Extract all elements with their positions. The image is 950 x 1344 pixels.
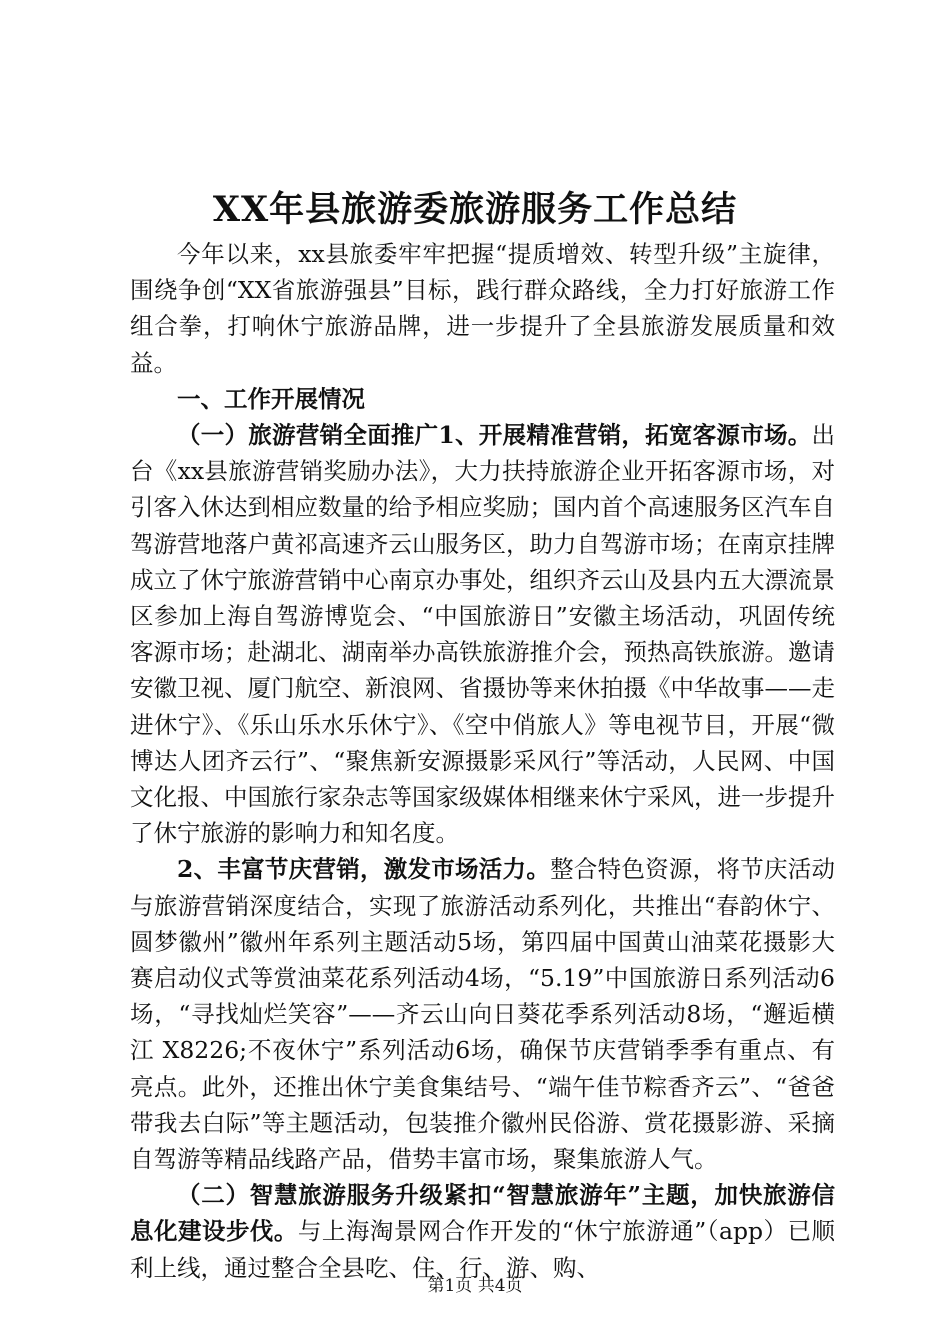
paragraph-smart-tourism	[130, 1177, 835, 1286]
document-title: XX年县旅游委旅游服务工作总结	[212, 189, 738, 230]
paragraph-marketing	[130, 417, 835, 851]
paragraph-marketing-text: 出台《xx县旅游营销奖励办法》，大力扶持旅游企业开拓客源市场，对引客入休达到相应数量的给予相应奖励；国内首个高速服务区汽车自驾游营地落户黄祁高速齐云山服务区，助力自驾游市场；在南京挂牌成立了休宁旅游营销中心南京办事处，组织齐云山及县内五大漂流景区参加上海自驾游博览会、“中国旅游日”安徽主场活动，巩固传统客源市场；赴湖北、湖南举办高铁旅游推介会，预热高铁旅游。邀请安徽卫视、厦门航空、新浪网、省摄协等来休拍摄《中华故事——走进休宁》、《乐山乐水乐休宁》、《空中俏旅人》等电视节目，开展“微博达人团齐云行”、“聚焦新安源摄影采风行”等活动，人民网、中国文化报、中国旅行家杂志等国家级媒体相继来休宁采风，进一步提升了休宁旅游的影响力和知名度。	[130, 421, 835, 848]
intro-paragraph: 今年以来，xx县旅委牢牢把握“提质增效、转型升级”主旋律，围绕争创“XX省旅游强县”目标，践行群众路线，全力打好旅游工作组合拳，打响休宁旅游品牌，进一步提升了全县旅游发展质量和效益。	[130, 240, 835, 377]
document-body	[130, 236, 835, 1286]
paragraph-smart-tourism-text: 与上海淘景网合作开发的“休宁旅游通”（app）已顺利上线，通过整合全县吃、住、行、游、购、	[130, 1217, 836, 1282]
page-number: 第1页 共4页	[427, 1276, 523, 1296]
paragraph-smart-tourism-lead: （二）智慧旅游服务升级紧扣“智慧旅游年”主题，加快旅游信息化建设步伐。	[130, 1181, 835, 1246]
paragraph-festival-lead: 2、丰富节庆营销，激发市场活力。	[177, 855, 551, 884]
section-heading: 一、工作开展情况	[177, 384, 365, 413]
paragraph-marketing-lead: （一）旅游营销全面推广1、开展精准营销，拓宽客源市场。	[177, 421, 812, 450]
paragraph-festival-text: 整合特色资源，将节庆活动与旅游营销深度结合，实现了旅游活动系列化，共推出“春韵休宁、圆梦徽州”徽州年系列主题活动5场，第四届中国黄山油菜花摄影大赛启动仪式等赏油菜花系列活动4场，“5.19”中国旅游日系列活动6场，“寻找灿烂笑容”——齐云山向日葵花季系列活动8场，“邂逅横江 X8226;不夜休宁”系列活动6场，确保节庆营销季季有重点、有亮点。此外，还推出休宁美食集结号、“端午佳节粽香齐云”、“爸爸带我去白际”等主题活动，包装推介徽州民俗游、赏花摄影游、采摘自驾游等精品线路产品，借势丰富市场，聚集旅游人气。	[130, 855, 836, 1174]
paragraph-festival	[130, 851, 835, 1177]
